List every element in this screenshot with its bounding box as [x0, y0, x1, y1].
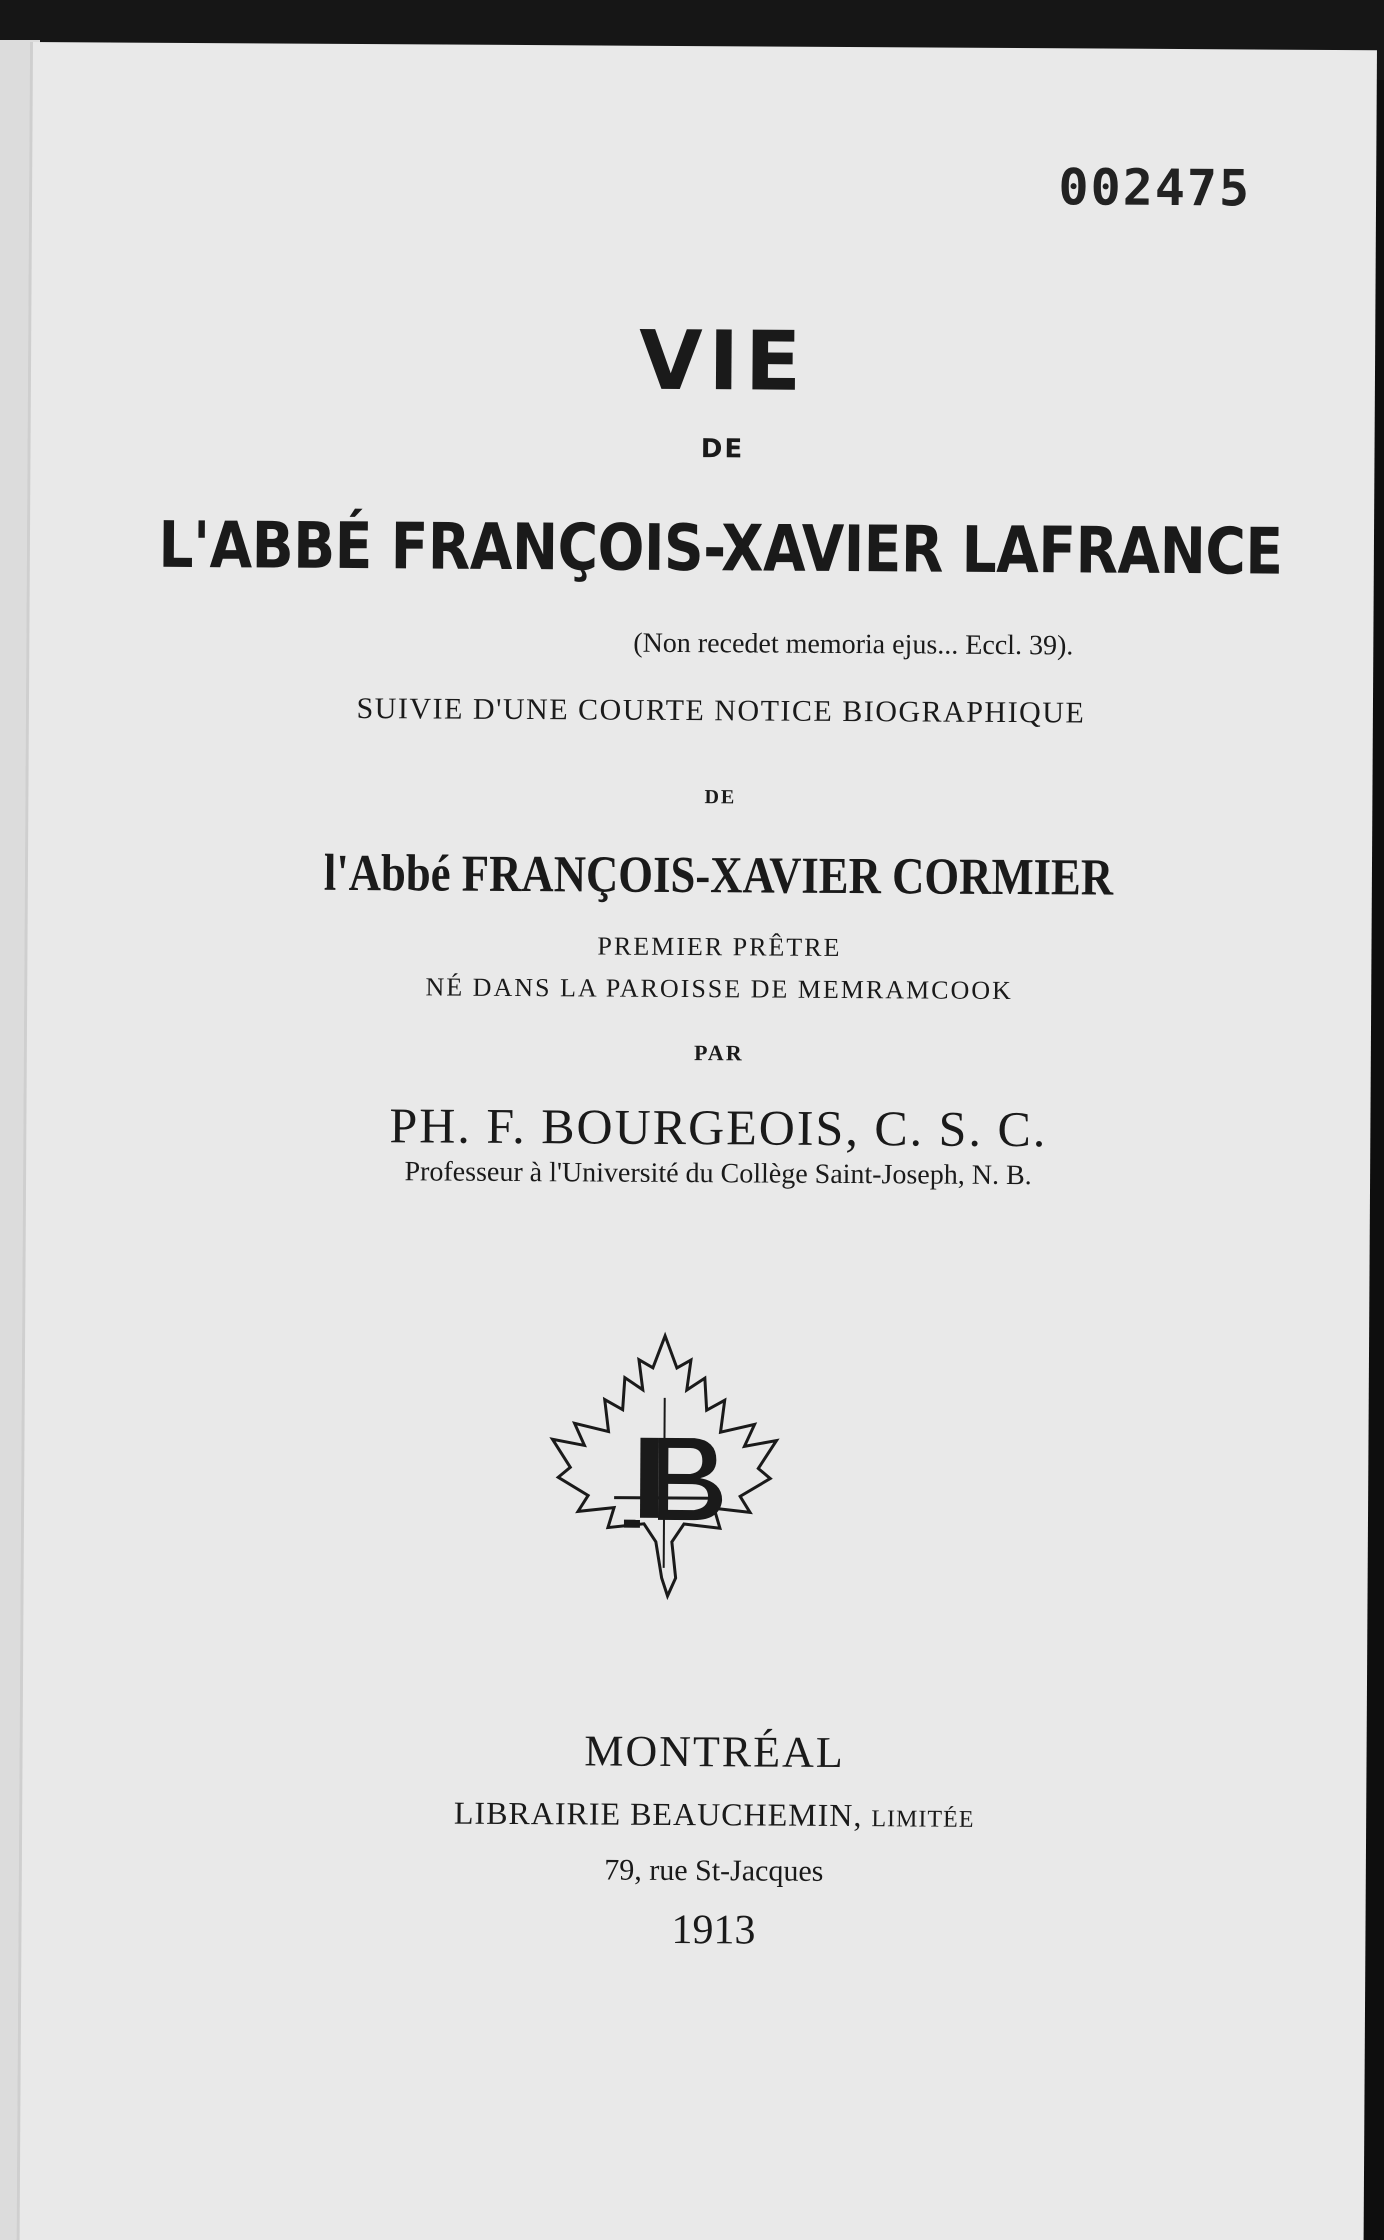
title-page [17, 42, 1377, 2240]
publication-year: 1913 [671, 1906, 756, 1954]
subject-title: L'ABBÉ FRANÇOIS-XAVIER LAFRANCE [158, 508, 1283, 590]
subtitle: SUIVIE D'UNE COURTE NOTICE BIOGRAPHIQUE [356, 692, 1086, 730]
publisher-suffix: LIMITÉE [871, 1806, 975, 1833]
publisher-address: 79, rue St-Jacques [604, 1853, 824, 1888]
publication-city: MONTRÉAL [584, 1726, 845, 1778]
maple-leaf-lb-monogram-icon [543, 1327, 785, 1608]
author-title: Professeur à l'Université du Collège Saint-Joseph, N. B. [404, 1156, 1032, 1192]
publisher [22, 1792, 1384, 1837]
publisher-name: LIBRAIRIE BEAUCHEMIN, [453, 1794, 863, 1834]
description-line-2: NÉ DANS LA PAROISSE DE MEMRAMCOOK [425, 972, 1013, 1006]
description-line-1: PREMIER PRÊTRE [597, 931, 842, 962]
catalog-number: 002475 [1058, 158, 1252, 218]
motto: (Non recedet memoria ejus... Eccl. 39). [633, 627, 1074, 662]
second-subject: l'Abbé FRANÇOIS-XAVIER CORMIER [323, 844, 1114, 907]
de-label-2: DE [704, 786, 737, 809]
author-name: PH. F. BOURGEOIS, C. S. C. [389, 1097, 1048, 1158]
de-label: DE [700, 434, 745, 465]
heading: VIE [638, 313, 808, 410]
par-label: PAR [693, 1040, 744, 1066]
